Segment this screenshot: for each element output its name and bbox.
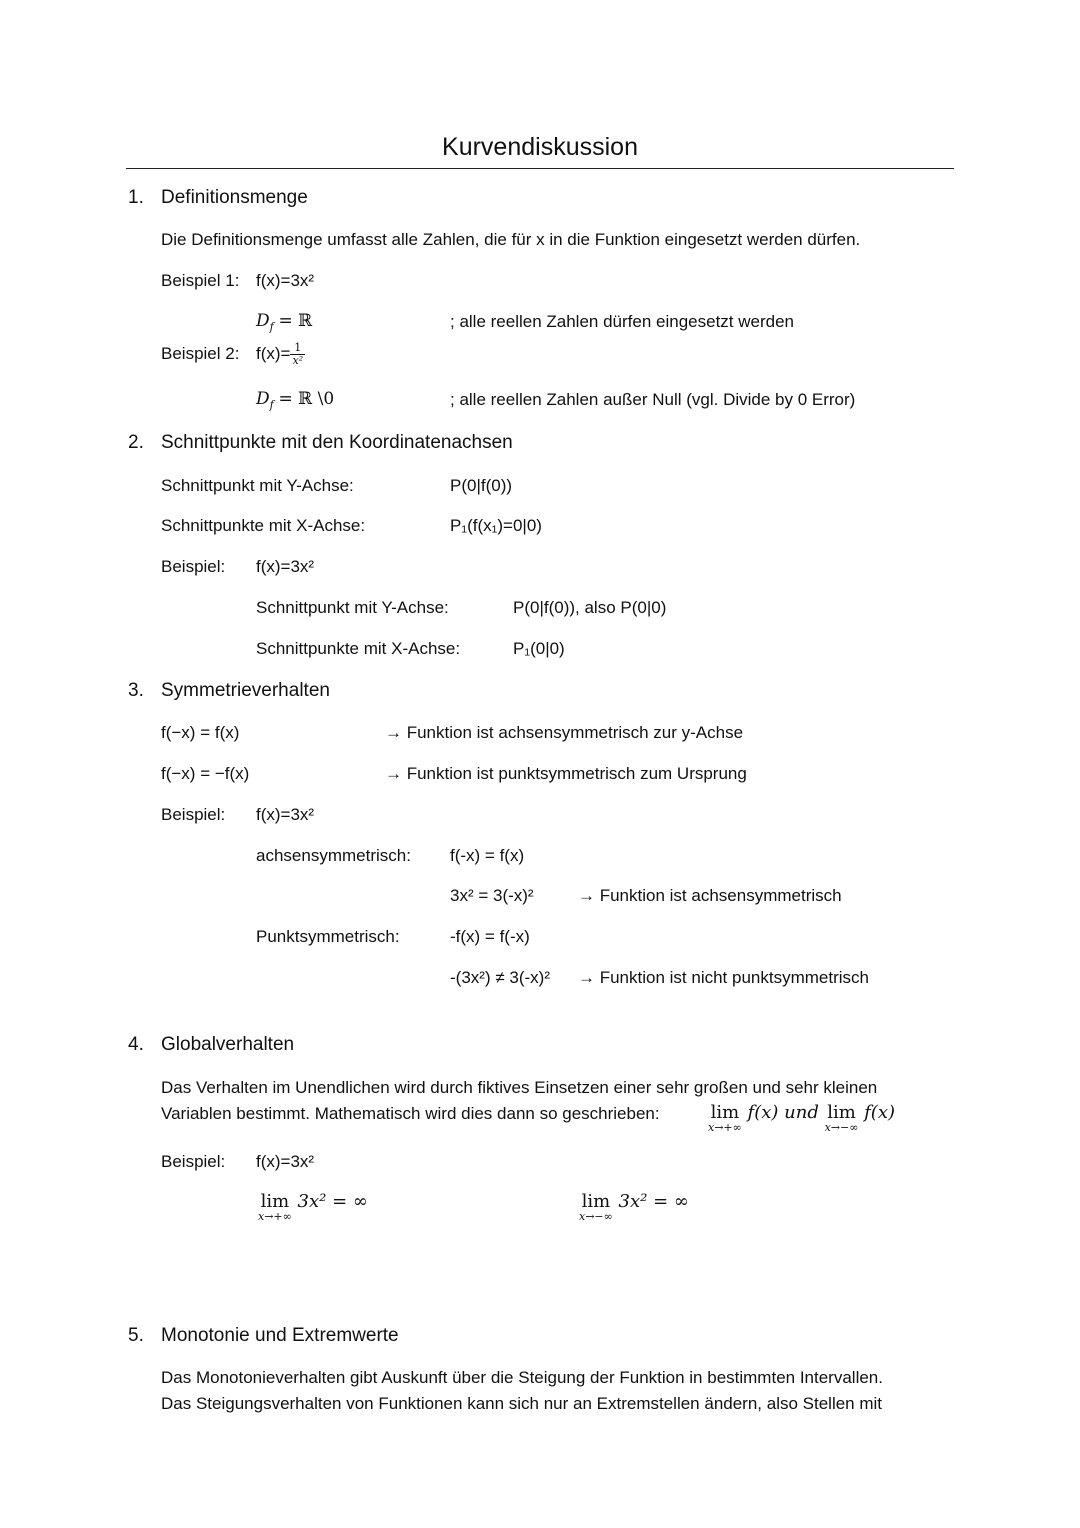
section-5-text-line-2: Das Steigungsverhalten von Funktionen kann sich nur an Extremstellen ändern, also Stellen mit [161, 1394, 883, 1413]
example-limit-plus [258, 1191, 368, 1222]
section-2-example-label: Beispiel: [161, 557, 226, 576]
section-3-heading: Symmetrieverhalten [161, 680, 330, 701]
section-2-number: 2. [128, 432, 144, 453]
point-symmetry-equation-1: -f(x) = f(-x) [450, 927, 530, 946]
example-limit-minus-operator [579, 1191, 613, 1222]
example-1-label: Beispiel 1: [161, 271, 240, 290]
example-y-intercept-value: P(0|f(0)), also P(0|0) [513, 598, 667, 617]
section-4-text-line-1: Das Verhalten im Unendlichen wird durch fiktives Einsetzen einer sehr großen und sehr kleinen [161, 1078, 878, 1097]
axis-symmetry-label: achsensymmetrisch: [256, 846, 411, 865]
domain-2-value: = ℝ \0 [278, 389, 335, 409]
example-2-function [256, 336, 305, 367]
domain-1-note: ; alle reellen Zahlen dürfen eingesetzt werden [450, 312, 794, 331]
axis-symmetry-equation-1: f(-x) = f(x) [450, 846, 525, 865]
section-5-text-line-1: Das Monotonieverhalten gibt Auskunft über die Steigung der Funktion in bestimmten Intervallen. [161, 1368, 883, 1387]
domain-2-symbol: D [256, 389, 270, 409]
y-intercept-label: Schnittpunkt mit Y-Achse: [161, 476, 354, 495]
limit-minus [825, 1102, 859, 1133]
lim-subscript-minus: x→−∞ [824, 1120, 859, 1134]
symmetry-rule-2: f(−x) = −f(x) [161, 764, 250, 783]
axis-symmetry-equation-2: 3x² = 3(-x)² [450, 886, 534, 905]
section-3-example-function: f(x)=3x² [256, 805, 315, 824]
example-x-intercept-label: Schnittpunkte mit X-Achse: [256, 639, 461, 658]
section-2-example-function: f(x)=3x² [256, 557, 315, 576]
section-2-heading: Schnittpunkte mit den Koordinatenachsen [161, 432, 513, 453]
symmetry-rule-2-result: → Funktion ist punktsymmetrisch zum Ursprung [385, 764, 747, 783]
domain-2-subscript: f [269, 398, 274, 412]
point-symmetry-label: Punktsymmetrisch: [256, 927, 400, 946]
section-3-number: 3. [128, 680, 144, 701]
symmetry-rule-1: f(−x) = f(x) [161, 723, 240, 742]
section-4-example-label: Beispiel: [161, 1152, 226, 1171]
x-intercept-value: P₁(f(x₁)=0|0) [450, 516, 542, 535]
example-2-function-lhs: f(x)= [256, 344, 291, 363]
section-1-number: 1. [128, 187, 144, 208]
section-4-number: 4. [128, 1034, 144, 1055]
lim-subscript-minus: x→−∞ [579, 1209, 613, 1223]
domain-1-symbol: D [256, 311, 270, 331]
domain-2 [256, 389, 334, 412]
limit-plus [708, 1102, 742, 1133]
example-limit-plus-expression: 3x² = ∞ [297, 1191, 368, 1212]
symmetry-rule-1-result: → Funktion ist achsensymmetrisch zur y-Achse [385, 723, 744, 742]
point-symmetry-equation-2: -(3x²) ≠ 3(-x)² [450, 968, 550, 987]
lim-word: lim [581, 1191, 611, 1212]
title-underline [126, 168, 954, 169]
lim-word: lim [710, 1102, 740, 1123]
fraction-denominator: x² [292, 354, 304, 368]
example-2-fraction [290, 342, 305, 367]
page-title: Kurvendiskussion [442, 133, 638, 161]
section-5-number: 5. [128, 1325, 144, 1346]
fraction-numerator: 1 [290, 342, 305, 355]
lim-word: lim [827, 1102, 856, 1123]
lim-subscript-plus: x→+∞ [258, 1209, 292, 1223]
point-symmetry-result: → Funktion ist nicht punktsymmetrisch [578, 968, 869, 987]
domain-2-note: ; alle reellen Zahlen außer Null (vgl. Divide by 0 Error) [450, 390, 856, 409]
axis-symmetry-result: → Funktion ist achsensymmetrisch [578, 886, 842, 905]
section-1-heading: Definitionsmenge [161, 187, 308, 208]
section-4-text-line-2: Variablen bestimmt. Mathematisch wird dies dann so geschrieben: [161, 1104, 660, 1123]
example-y-intercept-label: Schnittpunkt mit Y-Achse: [256, 598, 449, 617]
example-x-intercept-value: P₁(0|0) [513, 639, 565, 658]
x-intercept-label: Schnittpunkte mit X-Achse: [161, 516, 366, 535]
example-limit-minus [579, 1191, 689, 1222]
section-1-text: Die Definitionsmenge umfasst alle Zahlen, die für x in die Funktion eingesetzt werden dürfen. [161, 230, 861, 249]
example-1-function: f(x)=3x² [256, 271, 315, 290]
example-limit-minus-expression: 3x² = ∞ [618, 1191, 689, 1212]
lim-word: lim [260, 1191, 290, 1212]
domain-1-value: = ℝ [278, 311, 313, 331]
limit-und: und [784, 1102, 819, 1123]
domain-1-subscript: f [269, 320, 274, 334]
section-4-example-function: f(x)=3x² [256, 1152, 315, 1171]
y-intercept-value: P(0|f(0)) [450, 476, 513, 495]
domain-1 [256, 311, 312, 334]
section-4-heading: Globalverhalten [161, 1034, 295, 1055]
limit-function-1: f(x) [747, 1102, 779, 1123]
section-3-example-label: Beispiel: [161, 805, 226, 824]
example-2-label: Beispiel 2: [161, 344, 240, 363]
example-limit-plus-operator [258, 1191, 292, 1222]
limit-function-2: f(x) [864, 1102, 895, 1123]
section-5-heading: Monotonie und Extremwerte [161, 1325, 399, 1346]
limit-notation [708, 1102, 895, 1133]
lim-subscript-plus: x→+∞ [708, 1120, 742, 1134]
